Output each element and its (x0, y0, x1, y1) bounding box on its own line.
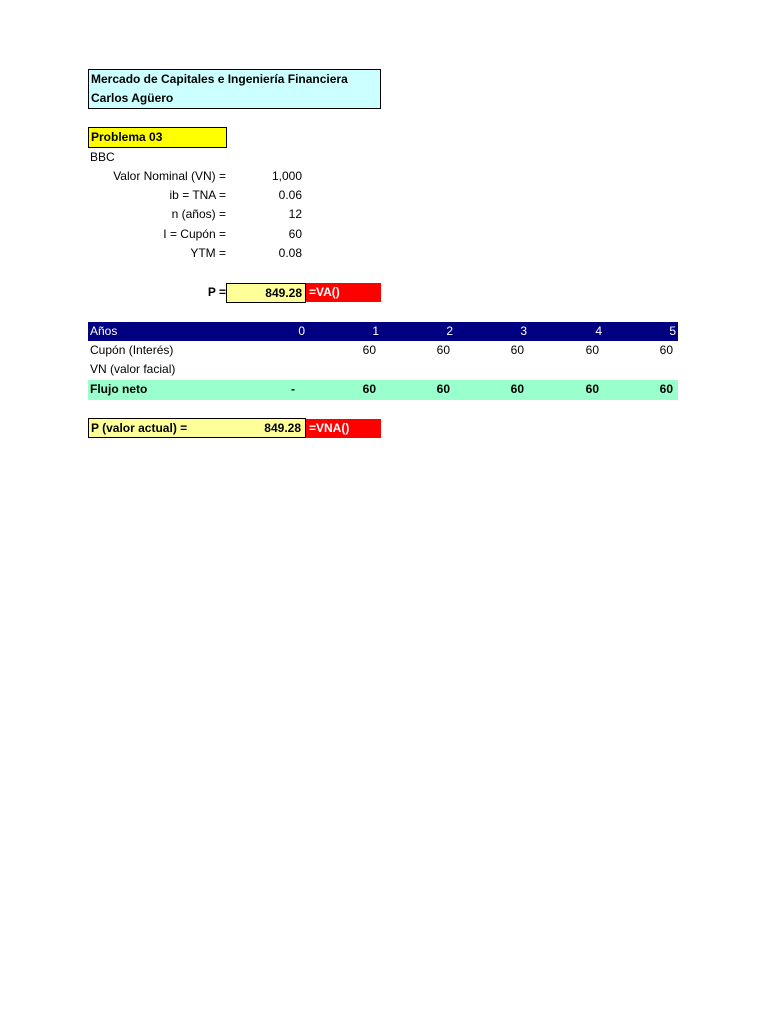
face-value-label: VN (valor facial) (90, 362, 176, 376)
net-4[interactable]: 60 (585, 382, 599, 396)
net-0[interactable]: - (291, 382, 295, 396)
year-4[interactable]: 4 (595, 324, 602, 338)
net-3[interactable]: 60 (510, 382, 524, 396)
bond-name[interactable]: BBC (90, 150, 115, 164)
param-label-ytm: YTM = (190, 246, 226, 260)
net-1[interactable]: 60 (362, 382, 376, 396)
param-value-coupon[interactable]: 60 (288, 227, 302, 241)
present-value-box[interactable] (88, 418, 306, 438)
coupon-4[interactable]: 60 (585, 343, 599, 357)
author-name: Carlos Agüero (91, 91, 174, 105)
year-2[interactable]: 2 (446, 324, 453, 338)
param-value-vn[interactable]: 1,000 (271, 169, 302, 183)
year-5[interactable]: 5 (669, 324, 676, 338)
coupon-3[interactable]: 60 (510, 343, 524, 357)
price-formula-tag[interactable]: =VA() (306, 283, 381, 302)
net-flow-label: Flujo neto (90, 382, 148, 396)
header-box[interactable] (88, 69, 381, 109)
param-label-vn: Valor Nominal (VN) = (113, 169, 226, 183)
param-label-tna: ib = TNA = (169, 188, 226, 202)
year-3[interactable]: 3 (520, 324, 527, 338)
present-value-label: P (valor actual) = (91, 421, 188, 435)
year-0[interactable]: 0 (298, 324, 305, 338)
param-label-coupon: I = Cupón = (163, 227, 226, 241)
param-label-n: n (años) = (171, 207, 226, 221)
param-value-n[interactable]: 12 (288, 207, 302, 221)
years-label: Años (90, 324, 118, 338)
present-value-amount: 849.28 (264, 421, 301, 435)
coupon-5[interactable]: 60 (659, 343, 673, 357)
coupon-1[interactable]: 60 (362, 343, 376, 357)
net-5[interactable]: 60 (659, 382, 673, 396)
year-1[interactable]: 1 (372, 324, 379, 338)
problem-title[interactable]: Problema 03 (88, 127, 227, 148)
price-value[interactable]: 849.28 (226, 283, 306, 303)
param-value-ytm[interactable]: 0.08 (278, 246, 302, 260)
coupon-0[interactable] (230, 341, 305, 360)
coupon-2[interactable]: 60 (436, 343, 450, 357)
coupon-label: Cupón (Interés) (90, 343, 174, 357)
net-2[interactable]: 60 (436, 382, 450, 396)
price-label: P = (207, 285, 226, 299)
param-value-tna[interactable]: 0.06 (278, 188, 302, 202)
course-title: Mercado de Capitales e Ingeniería Financiera (91, 72, 348, 86)
present-value-formula-tag[interactable]: =VNA() (306, 419, 381, 438)
